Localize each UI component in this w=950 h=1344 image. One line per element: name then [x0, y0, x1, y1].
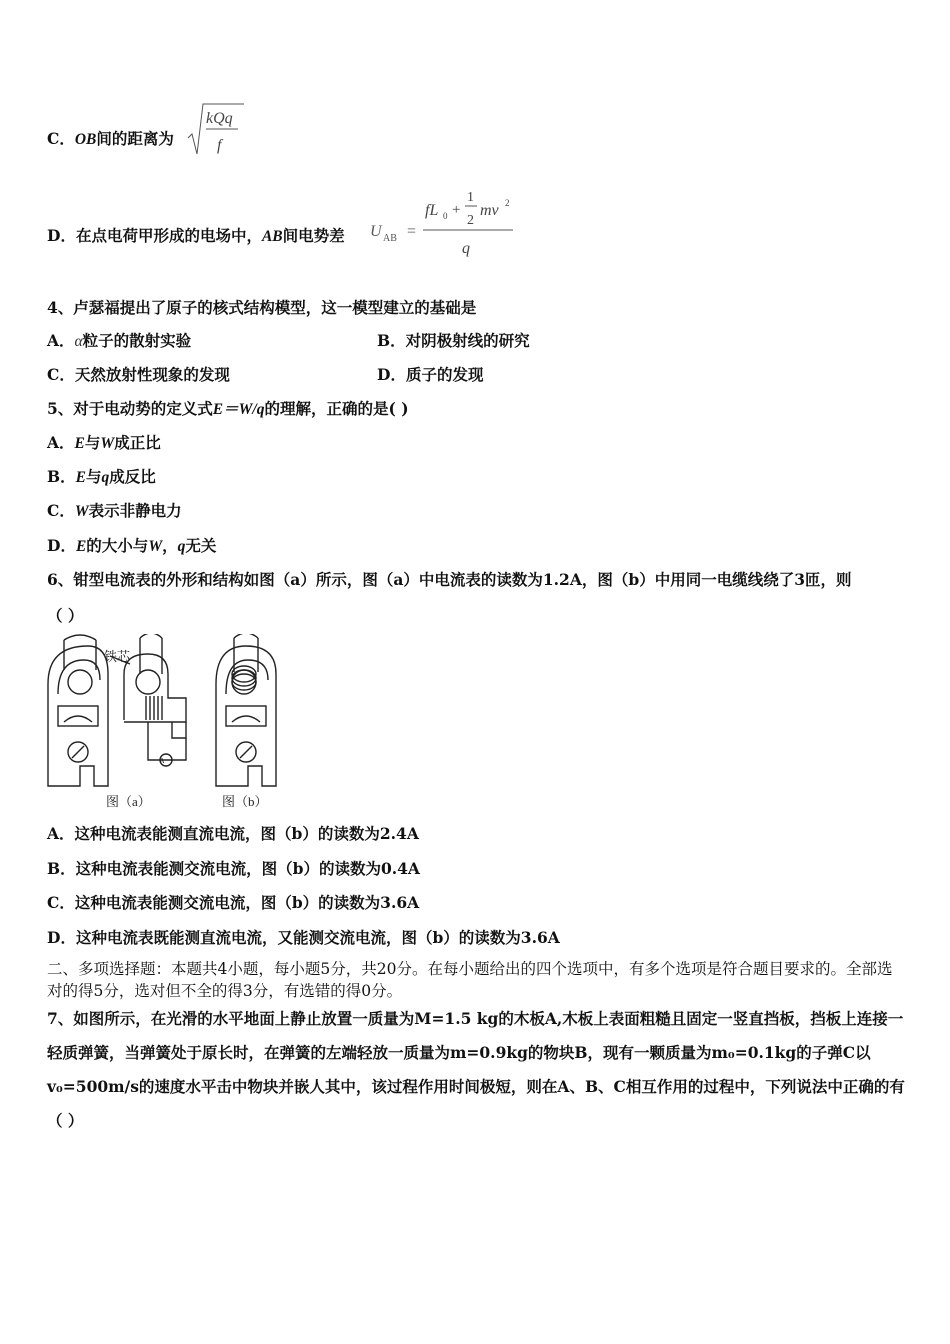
variable-w: W: [148, 538, 163, 555]
q4-option-d: D．质子的发现: [377, 365, 484, 384]
option-text: 间电势差: [282, 226, 345, 245]
option-prefix: A．: [47, 331, 75, 350]
option-prefix: D．: [47, 536, 76, 555]
sqrt-formula-kqq-f: [186, 100, 246, 156]
q5-option-c: [47, 499, 182, 521]
q6-stem-line2: （ ）: [47, 606, 84, 625]
formula-mv-exp: 2: [505, 198, 510, 208]
q6-option-a: A．这种电流表能测直流电流，图（b）的读数为2.4A: [47, 824, 419, 843]
option-text: 成正比: [114, 433, 161, 452]
stem-text: 的理解，正确的是( ): [264, 399, 409, 418]
variable-e: E: [74, 435, 85, 452]
formula-q: q: [462, 240, 470, 257]
formula-numerator: kQq: [206, 110, 233, 127]
option-prefix: C．: [47, 501, 75, 520]
option-text: 无关: [185, 536, 217, 555]
figure-a-caption: 图（a）: [106, 794, 151, 809]
option-prefix: D．在点电荷甲形成的电场中，: [47, 226, 262, 245]
section2-heading: 二、多项选择题：本题共4小题，每小题5分，共20分。在每小题给出的四个选项中，有多个选项是符合题目要求的。全部选对的得5分，选对但不全的得3分，有选错的得0分。: [47, 960, 893, 1000]
option-text: ，: [162, 536, 178, 555]
q5-option-b: [47, 465, 156, 487]
variable-e: E: [75, 469, 86, 486]
variable-q: q: [177, 538, 186, 555]
option-text: 粒子的散射实验: [82, 331, 192, 350]
svg-text:=: =: [407, 223, 417, 240]
q5-option-a: [47, 431, 161, 453]
formula-fl-sub: 0: [443, 211, 448, 221]
q3-option-c: [47, 127, 174, 149]
clamp-meter-figure: [44, 634, 294, 814]
q7-stem: 7、如图所示，在光滑的水平地面上静止放置一质量为M=1.5 kg的木板A,木板上表面粗糙且固定一竖直挡板，挡板上连接一轻质弹簧，当弹簧处于原长时，在弹簧的左端轻放一质量为m=0.9kg的物块B，现有一颗质量为m₀=0.1kg的子弹C以v₀=500m/s的速度水平击中物块并嵌人其中，该过程作用时间极短，则在A、B、C相互作用的过程中，下列说法中正确的有（ ）: [47, 1009, 905, 1130]
q3-option-d: [47, 224, 345, 246]
option-text: 间的距离为: [96, 129, 174, 148]
option-prefix: A．: [47, 433, 75, 452]
formula-mv: mv: [480, 202, 499, 219]
emf-formula: E＝W/q: [212, 401, 265, 418]
option-text: 的大小与: [86, 536, 149, 555]
variable-ob: OB: [74, 131, 97, 148]
clamp-meter-a-outer: [48, 635, 108, 786]
q6-option-d: D．这种电流表既能测直流电流，又能测交流电流，图（b）的读数为3.6A: [47, 928, 560, 947]
option-text: 成反比: [109, 467, 156, 486]
formula-half-num: 1: [467, 190, 474, 205]
formula-plus: +: [452, 202, 461, 218]
option-text: 表示非静电力: [88, 501, 182, 520]
variable-ab: AB: [261, 228, 283, 245]
variable-e: E: [75, 538, 87, 555]
formula-u: U: [370, 223, 382, 240]
q4-option-b: B．对阴极射线的研究: [377, 331, 530, 350]
alpha-symbol: α: [74, 333, 83, 350]
variable-q: q: [101, 469, 110, 486]
formula-denominator: f: [217, 137, 222, 154]
q6-stem-line1: 6、钳型电流表的外形和结构如图（a）所示，图（a）中电流表的读数为1.2A，图（b）中用同一电缆线绕了3匝，则: [47, 570, 852, 589]
q4-option-c: C．天然放射性现象的发现: [47, 365, 230, 384]
q4-stem: 4、卢瑟福提出了原子的核式结构模型，这一模型建立的基础是: [47, 298, 477, 317]
option-prefix: B．: [47, 467, 76, 486]
option-text: 与: [84, 433, 101, 452]
q6-option-c: C．这种电流表能测交流电流，图（b）的读数为3.6A: [47, 893, 420, 912]
variable-w: W: [100, 435, 115, 452]
formula-uab: [368, 186, 518, 262]
variable-w: W: [74, 503, 89, 520]
ammeter-symbol: A: [159, 757, 165, 765]
q6-option-b: B．这种电流表能测交流电流，图（b）的读数为0.4A: [47, 859, 420, 878]
option-text: 与: [85, 467, 102, 486]
q4-option-a: [47, 329, 191, 351]
clamp-meter-b: [216, 634, 276, 786]
iron-core-label: 铁芯: [104, 649, 131, 664]
q5-option-d: [47, 534, 216, 556]
option-prefix: C．: [47, 129, 75, 148]
q5-stem: [47, 397, 409, 419]
formula-u-sub: AB: [383, 233, 397, 244]
formula-fl: fL: [425, 202, 439, 219]
figure-b-caption: 图（b）: [222, 794, 268, 809]
formula-half-den: 2: [467, 213, 474, 228]
stem-text: 5、对于电动势的定义式: [47, 399, 213, 418]
